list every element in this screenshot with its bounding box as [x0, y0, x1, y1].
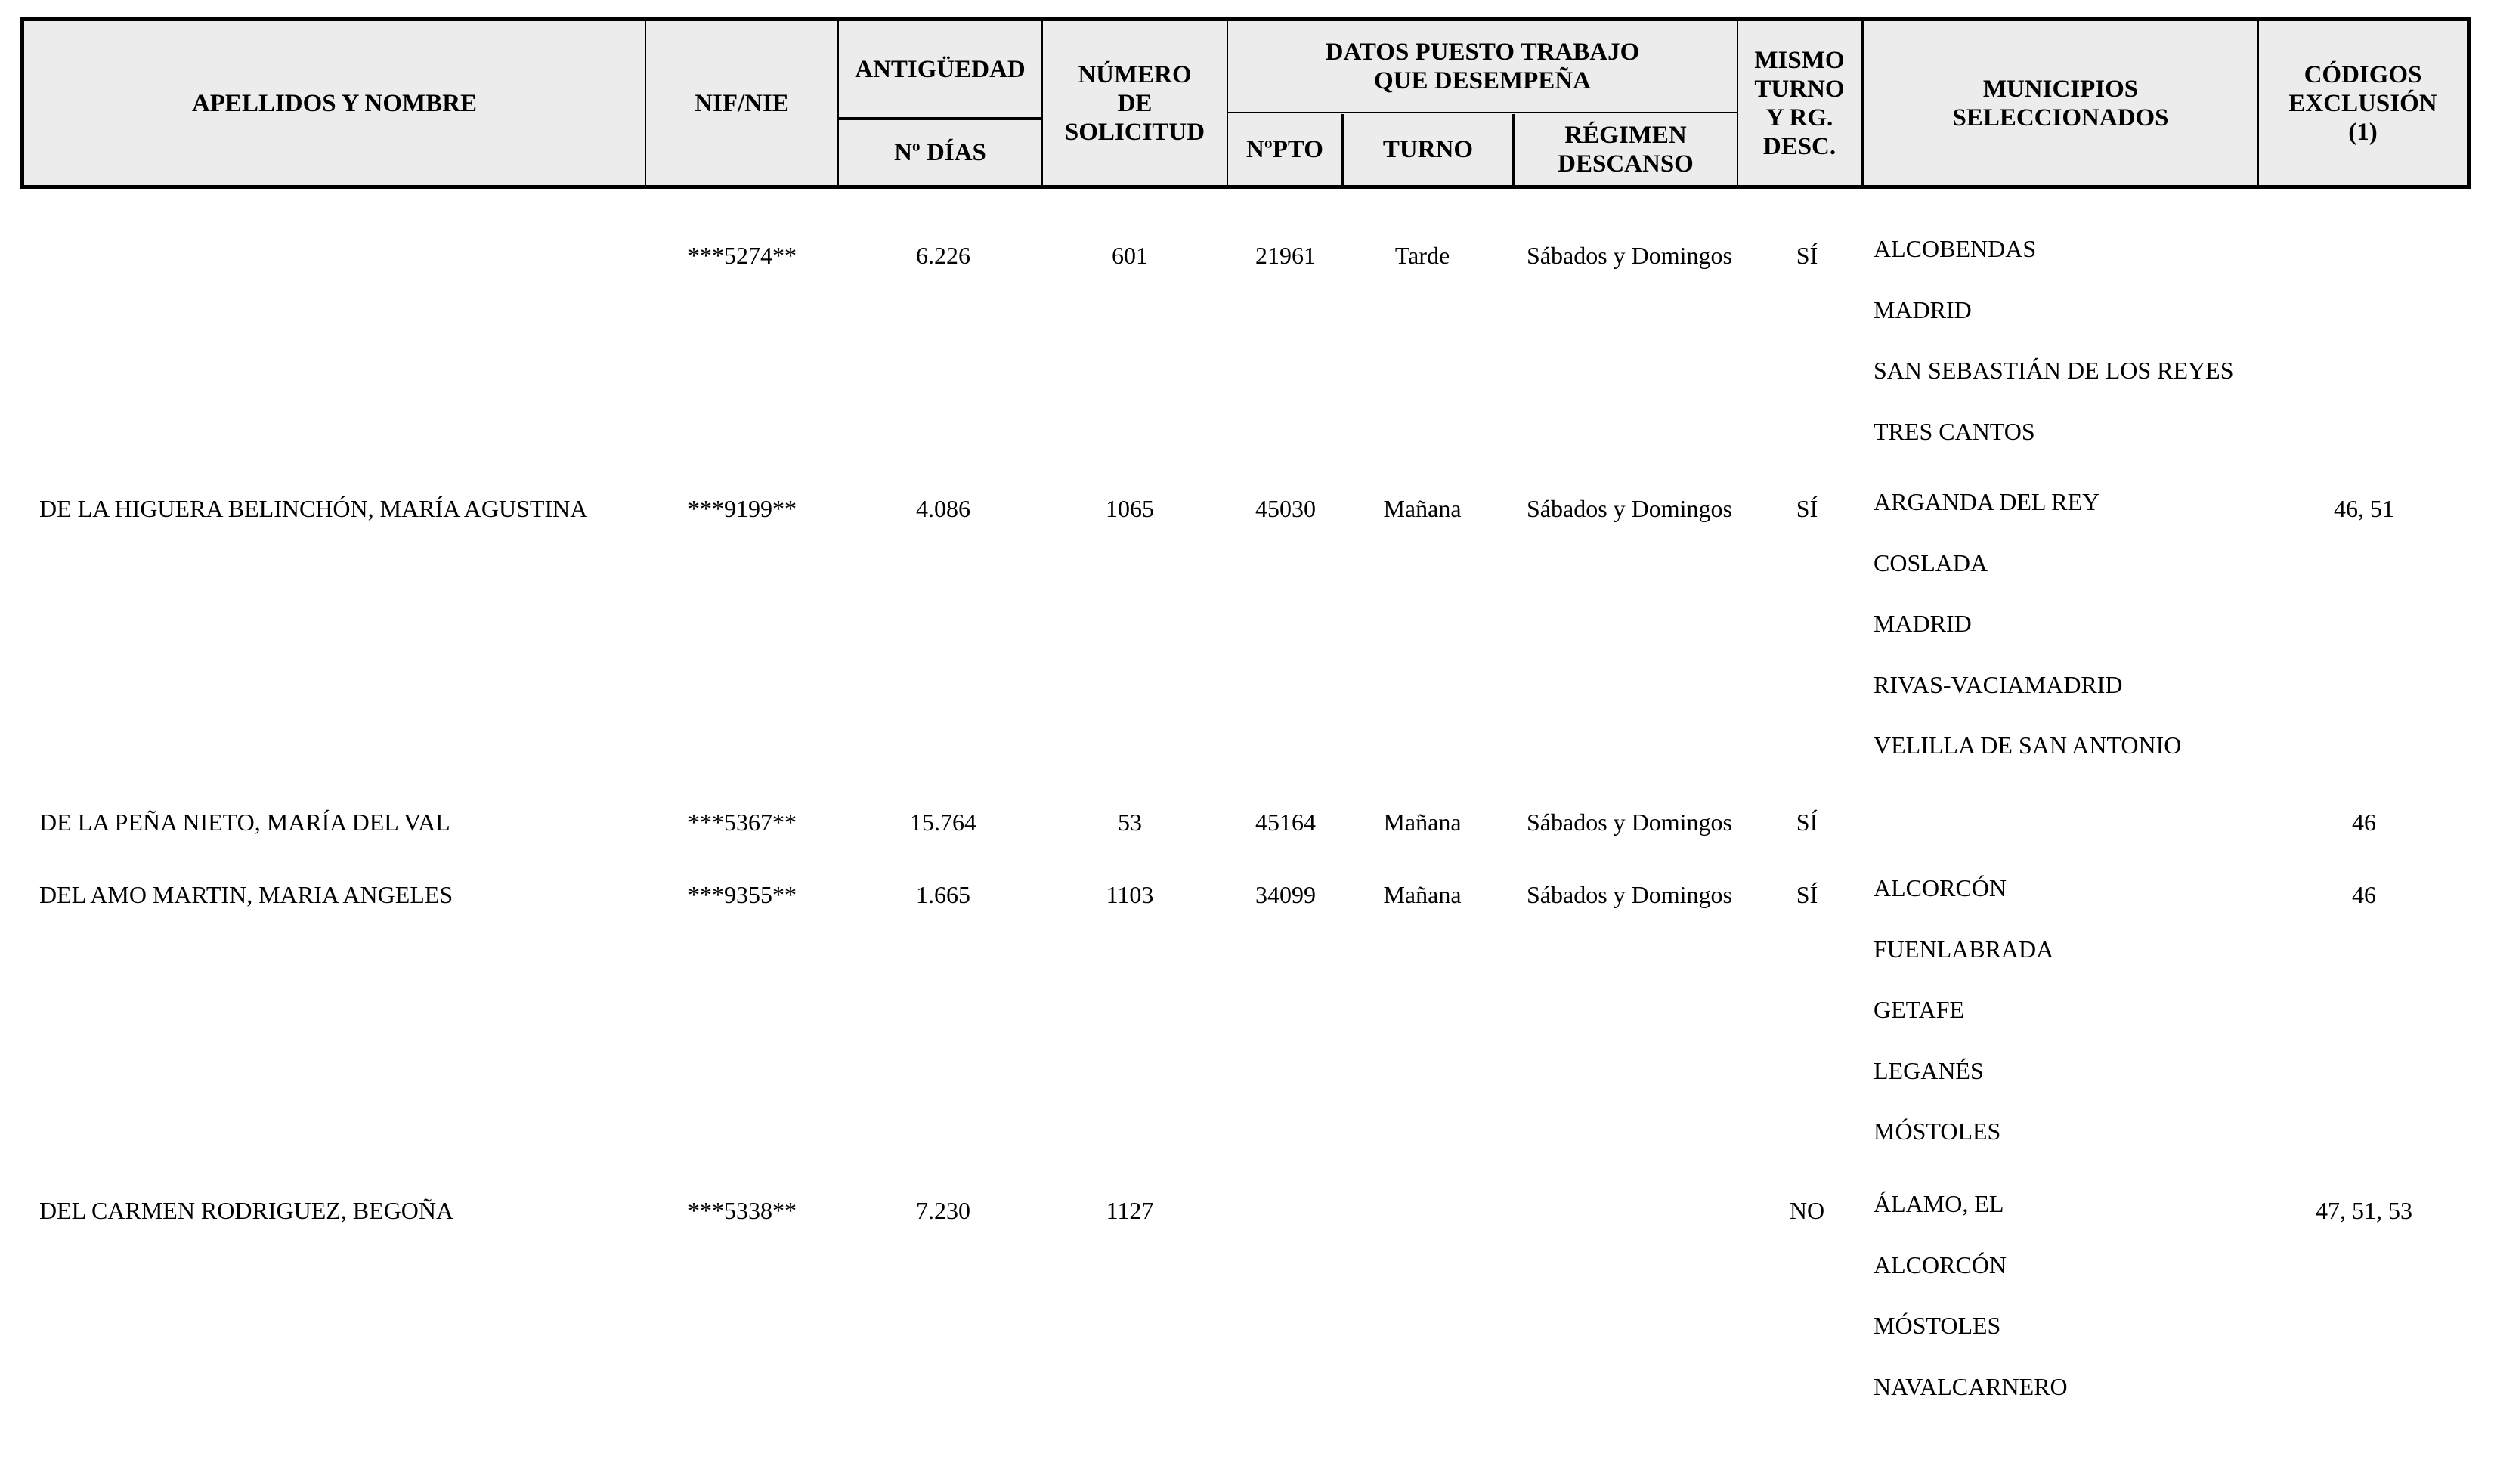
cell-solicitud: 1065 [1106, 495, 1154, 522]
cell-dias: 7.230 [916, 1197, 970, 1224]
header-datos-puesto: DATOS PUESTO TRABAJO QUE DESEMPEÑA [1325, 39, 1640, 94]
header-nif: NIF/NIE [695, 89, 789, 117]
cell-solicitud: 601 [1112, 242, 1148, 269]
cell-municipio: MÓSTOLES [1874, 1118, 2001, 1145]
header-turno: TURNO [1382, 135, 1474, 163]
header-codigos: CÓDIGOS EXCLUSIÓN (1) [2288, 60, 2437, 146]
cell-dias: 6.226 [916, 242, 970, 269]
header-solicitud: NÚMERO DE SOLICITUD [1064, 60, 1205, 146]
cell-codigos: 46 [2352, 881, 2376, 908]
cell-municipio: MADRID [1874, 610, 1972, 637]
cell-mismo-turno: SÍ [1796, 242, 1818, 269]
cell-municipio: COSLADA [1874, 549, 1988, 577]
cell-npto: 45030 [1255, 495, 1316, 522]
cell-nombre: DEL CARMEN RODRIGUEZ, BEGOÑA [39, 1197, 454, 1224]
cell-dias: 4.086 [916, 495, 970, 522]
cell-municipio: SAN SEBASTIÁN DE LOS REYES [1874, 357, 2234, 384]
cell-codigos: 46 [2352, 808, 2376, 836]
cell-nif: ***9199** [688, 495, 797, 522]
cell-dias: 15.764 [910, 808, 976, 836]
cell-nif: ***5367** [688, 808, 797, 836]
cell-municipio: ARGANDA DEL REY [1874, 488, 2100, 515]
cell-mismo-turno: SÍ [1796, 808, 1818, 836]
header-apellidos: APELLIDOS Y NOMBRE [191, 89, 478, 117]
cell-municipio: RIVAS-VACIAMADRID [1874, 670, 2123, 698]
cell-municipio: NAVALCARNERO [1874, 1372, 2068, 1400]
cell-municipio: GETAFE [1874, 996, 1965, 1023]
cell-regimen: Sábados y Domingos [1527, 881, 1732, 908]
cell-turno: Mañana [1383, 881, 1462, 908]
cell-codigos: 46, 51 [2334, 495, 2394, 522]
cell-nif: ***5274** [688, 242, 797, 269]
cell-regimen: Sábados y Domingos [1527, 495, 1732, 522]
header-municipios: MUNICIPIOS SELECCIONADOS [1952, 75, 2169, 131]
cell-municipio: FUENLABRADA [1874, 935, 2054, 963]
cell-municipio: TRES CANTOS [1874, 417, 2035, 445]
header-npto: NºPTO [1246, 135, 1323, 163]
cell-municipio: ALCORCÓN [1874, 1251, 2007, 1278]
cell-npto: 21961 [1255, 242, 1316, 269]
header-mismo-turno: MISMO TURNO Y RG. DESC. [1754, 46, 1845, 160]
cell-municipio: ÁLAMO, EL [1874, 1190, 2004, 1217]
cell-nombre: DEL AMO MARTIN, MARIA ANGELES [39, 881, 453, 908]
cell-municipio: ALCOBENDAS [1874, 235, 2037, 262]
cell-solicitud: 1127 [1106, 1197, 1154, 1224]
cell-npto: 34099 [1255, 881, 1316, 908]
cell-regimen: Sábados y Domingos [1527, 242, 1732, 269]
cell-municipio: LEGANÉS [1874, 1056, 1984, 1084]
cell-nombre: DE LA HIGUERA BELINCHÓN, MARÍA AGUSTINA [39, 495, 588, 522]
cell-nif: ***9355** [688, 881, 797, 908]
cell-municipio: VELILLA DE SAN ANTONIO [1874, 731, 2182, 759]
cell-regimen: Sábados y Domingos [1527, 808, 1732, 836]
cell-codigos: 47, 51, 53 [2316, 1197, 2412, 1224]
cell-nif: ***5338** [688, 1197, 797, 1224]
cell-dias: 1.665 [916, 881, 970, 908]
cell-turno: Mañana [1383, 808, 1462, 836]
cell-municipio: MÓSTOLES [1874, 1312, 2001, 1339]
cell-solicitud: 1103 [1106, 881, 1154, 908]
cell-npto: 45164 [1255, 808, 1316, 836]
cell-municipio: ALCORCÓN [1874, 874, 2007, 901]
cell-municipio: MADRID [1874, 295, 1972, 323]
cell-turno: Tarde [1394, 242, 1450, 269]
header-antiguedad: ANTIGÜEDAD [855, 55, 1026, 83]
cell-solicitud: 53 [1118, 808, 1142, 836]
cell-turno: Mañana [1383, 495, 1462, 522]
header-dias: Nº DÍAS [894, 139, 986, 166]
cell-mismo-turno: SÍ [1796, 881, 1818, 908]
cell-mismo-turno: SÍ [1796, 495, 1818, 522]
cell-nombre: DE LA PEÑA NIETO, MARÍA DEL VAL [39, 808, 450, 836]
header-regimen: RÉGIMEN DESCANSO [1558, 121, 1694, 178]
cell-mismo-turno: NO [1789, 1197, 1825, 1224]
